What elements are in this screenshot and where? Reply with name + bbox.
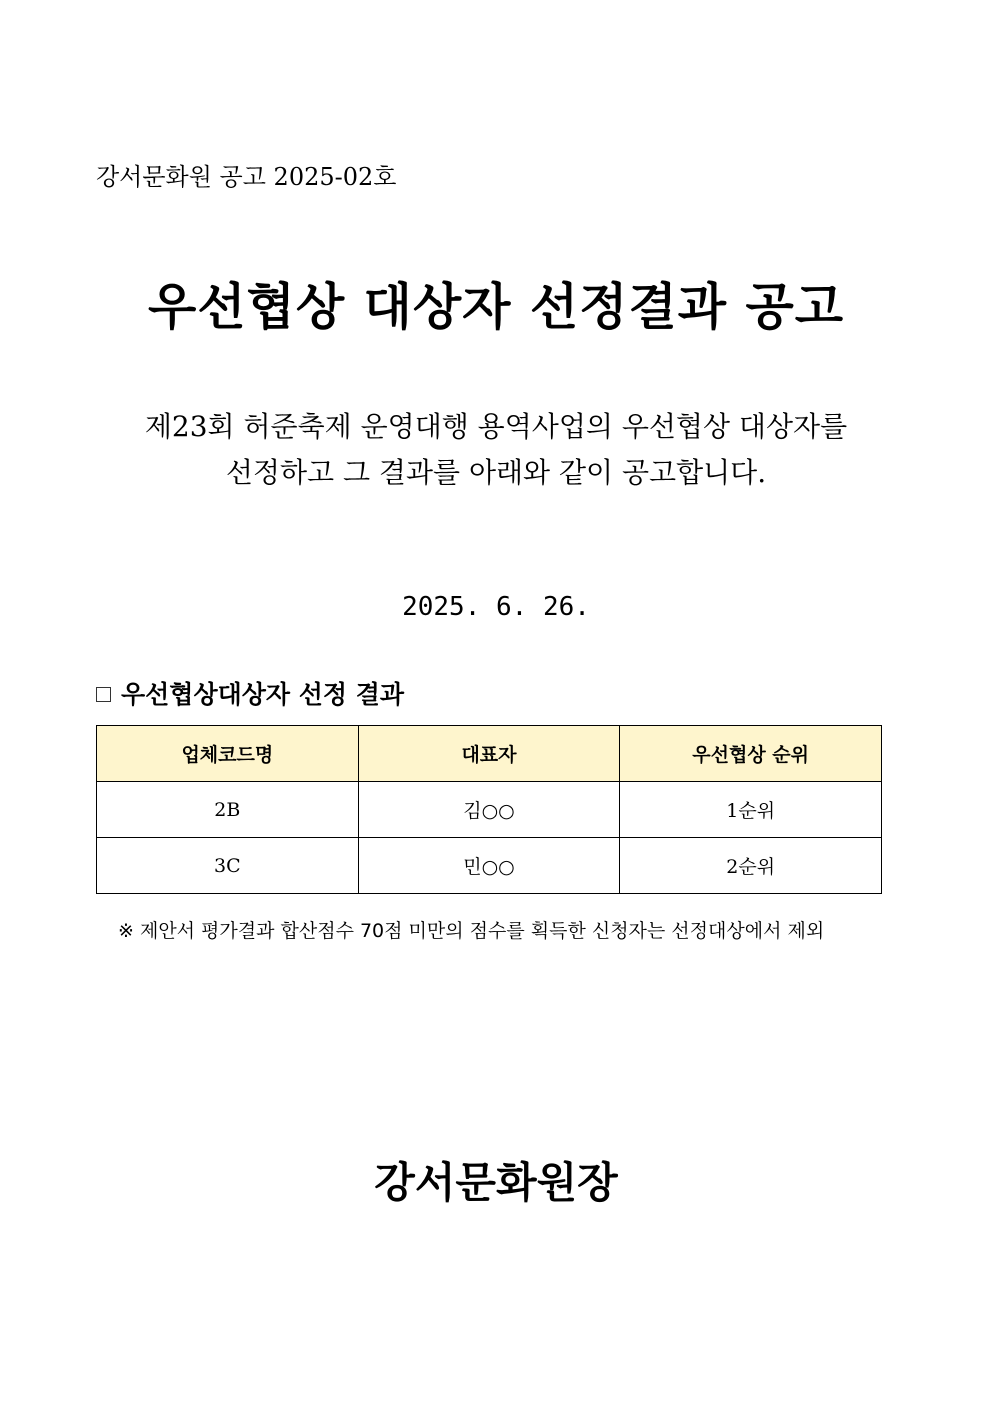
result-table	[96, 725, 882, 894]
section-heading-text: 우선협상대상자 선정 결과	[121, 680, 405, 709]
cell-priority-rank: 1순위	[620, 782, 882, 838]
column-header-company-code: 업체코드명	[97, 726, 359, 782]
table-row	[97, 838, 882, 894]
notice-number: 강서문화원 공고 2025-02호	[96, 163, 397, 191]
notice-body-line-1: 제23회 허준축제 운영대행 용역사업의 우선협상 대상자를	[144, 410, 848, 443]
footnote: ※ 제안서 평가결과 합산점수 70점 미만의 점수를 획득한 신청자는 선정대상에서 제외	[118, 920, 825, 942]
cell-priority-rank: 2순위	[620, 838, 882, 894]
cell-representative: 김○○	[358, 782, 620, 838]
cell-company-code: 3C	[97, 838, 359, 894]
column-header-representative: 대표자	[358, 726, 620, 782]
cell-company-code: 2B	[97, 782, 359, 838]
document-title: 우선협상 대상자 선정결과 공고	[147, 278, 845, 336]
notice-body-line-2: 선정하고 그 결과를 아래와 같이 공고합니다.	[225, 456, 767, 489]
notice-date: 2025. 6. 26.	[402, 592, 590, 622]
checkbox-square-icon	[96, 687, 111, 702]
notice-body	[0, 404, 992, 496]
cell-representative: 민○○	[358, 838, 620, 894]
table-header-row	[97, 726, 882, 782]
column-header-priority-rank: 우선협상 순위	[620, 726, 882, 782]
table-row	[97, 782, 882, 838]
signature: 강서문화원장	[374, 1158, 618, 1207]
section-heading	[96, 677, 404, 713]
